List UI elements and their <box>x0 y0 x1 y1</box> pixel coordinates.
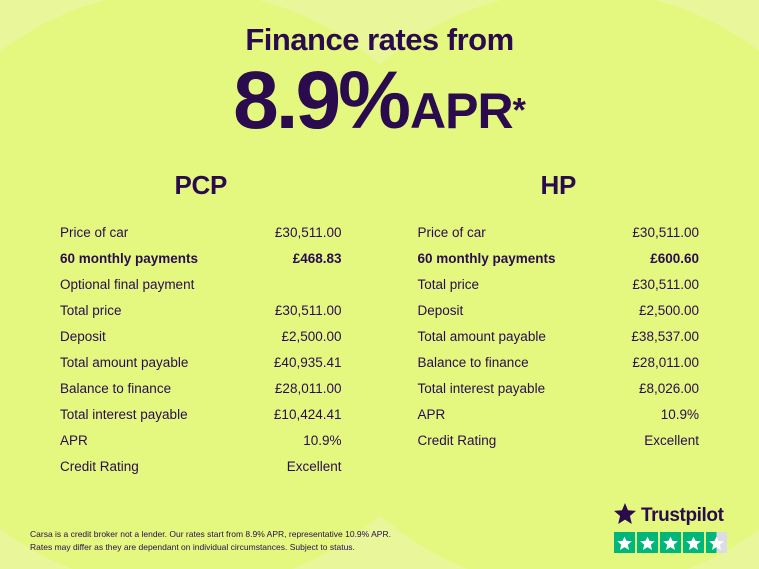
row-label: Total amount payable <box>417 328 546 344</box>
table-row <box>418 245 700 271</box>
trustpilot-stars <box>614 532 734 553</box>
row-label: Total amount payable <box>60 354 189 370</box>
row-value: Excellent <box>286 458 342 474</box>
footer <box>0 505 759 569</box>
row-label: Balance to finance <box>60 380 172 396</box>
row-label: 60 monthly payments <box>417 250 556 266</box>
row-label: Price of car <box>60 224 129 240</box>
column-title-hp: HP <box>540 170 577 200</box>
legal-disclaimer <box>30 528 391 553</box>
finance-column-hp <box>380 170 700 479</box>
row-value: 10.9% <box>303 432 342 448</box>
rate-apr-label: APR <box>410 83 513 139</box>
star-icon <box>683 532 704 553</box>
table-row <box>418 375 700 401</box>
rate-percentage: 8.9% <box>233 55 409 146</box>
table-row <box>60 245 342 271</box>
table-row <box>418 297 700 323</box>
row-label: APR <box>60 432 88 448</box>
disclaimer-line-2: Rates may differ as they are dependant on individual circumstances. Subject to status. <box>30 541 355 552</box>
row-label: Credit Rating <box>417 432 497 448</box>
row-label: Total interest payable <box>60 406 188 422</box>
headline-rate <box>0 55 759 146</box>
row-value: £28,011.00 <box>274 380 342 396</box>
table-row <box>60 427 342 453</box>
row-label: Price of car <box>417 224 486 240</box>
star-icon <box>614 532 635 553</box>
row-value: £10,424.41 <box>273 406 342 422</box>
table-row <box>418 349 700 375</box>
table-row <box>60 297 342 323</box>
row-label: Total price <box>60 302 122 318</box>
table-row <box>60 271 342 297</box>
row-value: £600.60 <box>650 250 699 266</box>
row-label: Deposit <box>417 302 464 318</box>
table-row <box>418 219 700 245</box>
table-row <box>418 401 700 427</box>
row-label: Total interest payable <box>417 380 546 396</box>
trustpilot-name: Trustpilot <box>641 505 724 526</box>
row-label: Total price <box>417 276 480 292</box>
row-label: Optional final payment <box>60 276 195 292</box>
table-row <box>60 323 342 349</box>
star-icon <box>637 532 658 553</box>
row-label: 60 monthly payments <box>60 250 199 266</box>
table-row <box>60 349 342 375</box>
rate-asterisk: * <box>512 91 526 130</box>
row-value: £2,500.00 <box>638 302 699 318</box>
row-value: £468.83 <box>292 250 342 266</box>
column-title-pcp: PCP <box>174 170 228 200</box>
row-value: Excellent <box>644 432 699 448</box>
row-value: £28,011.00 <box>632 354 699 370</box>
table-row <box>60 401 342 427</box>
row-label: APR <box>417 406 446 422</box>
trustpilot-star-icon <box>614 503 636 529</box>
trustpilot-rating <box>614 503 734 553</box>
star-icon <box>660 532 681 553</box>
disclaimer-line-1: Carsa is a credit broker not a lender. Our rates start from 8.9% APR, representative 10.9% APR. <box>30 529 391 540</box>
row-label: Credit Rating <box>60 458 139 474</box>
row-value: £40,935.41 <box>273 354 342 370</box>
table-row <box>60 219 342 245</box>
table-row <box>418 427 700 453</box>
finance-table-columns <box>0 170 759 479</box>
row-value: £30,511.00 <box>632 224 699 240</box>
row-value: £8,026.00 <box>638 380 699 396</box>
table-row <box>60 453 342 479</box>
row-label: Balance to finance <box>417 354 529 370</box>
star-half-icon <box>706 532 727 553</box>
row-label: Deposit <box>60 328 106 344</box>
row-value: £38,537.00 <box>631 328 699 344</box>
table-row <box>418 323 700 349</box>
page-title: Finance rates from <box>245 22 514 57</box>
row-value: 10.9% <box>660 406 699 422</box>
row-value: £30,511.00 <box>274 302 342 318</box>
row-value: £2,500.00 <box>281 328 342 344</box>
table-row <box>60 375 342 401</box>
row-value: £30,511.00 <box>274 224 342 240</box>
table-row <box>418 271 700 297</box>
trustpilot-logo <box>614 503 734 529</box>
row-value: £30,511.00 <box>632 276 699 292</box>
finance-column-pcp <box>60 170 380 479</box>
